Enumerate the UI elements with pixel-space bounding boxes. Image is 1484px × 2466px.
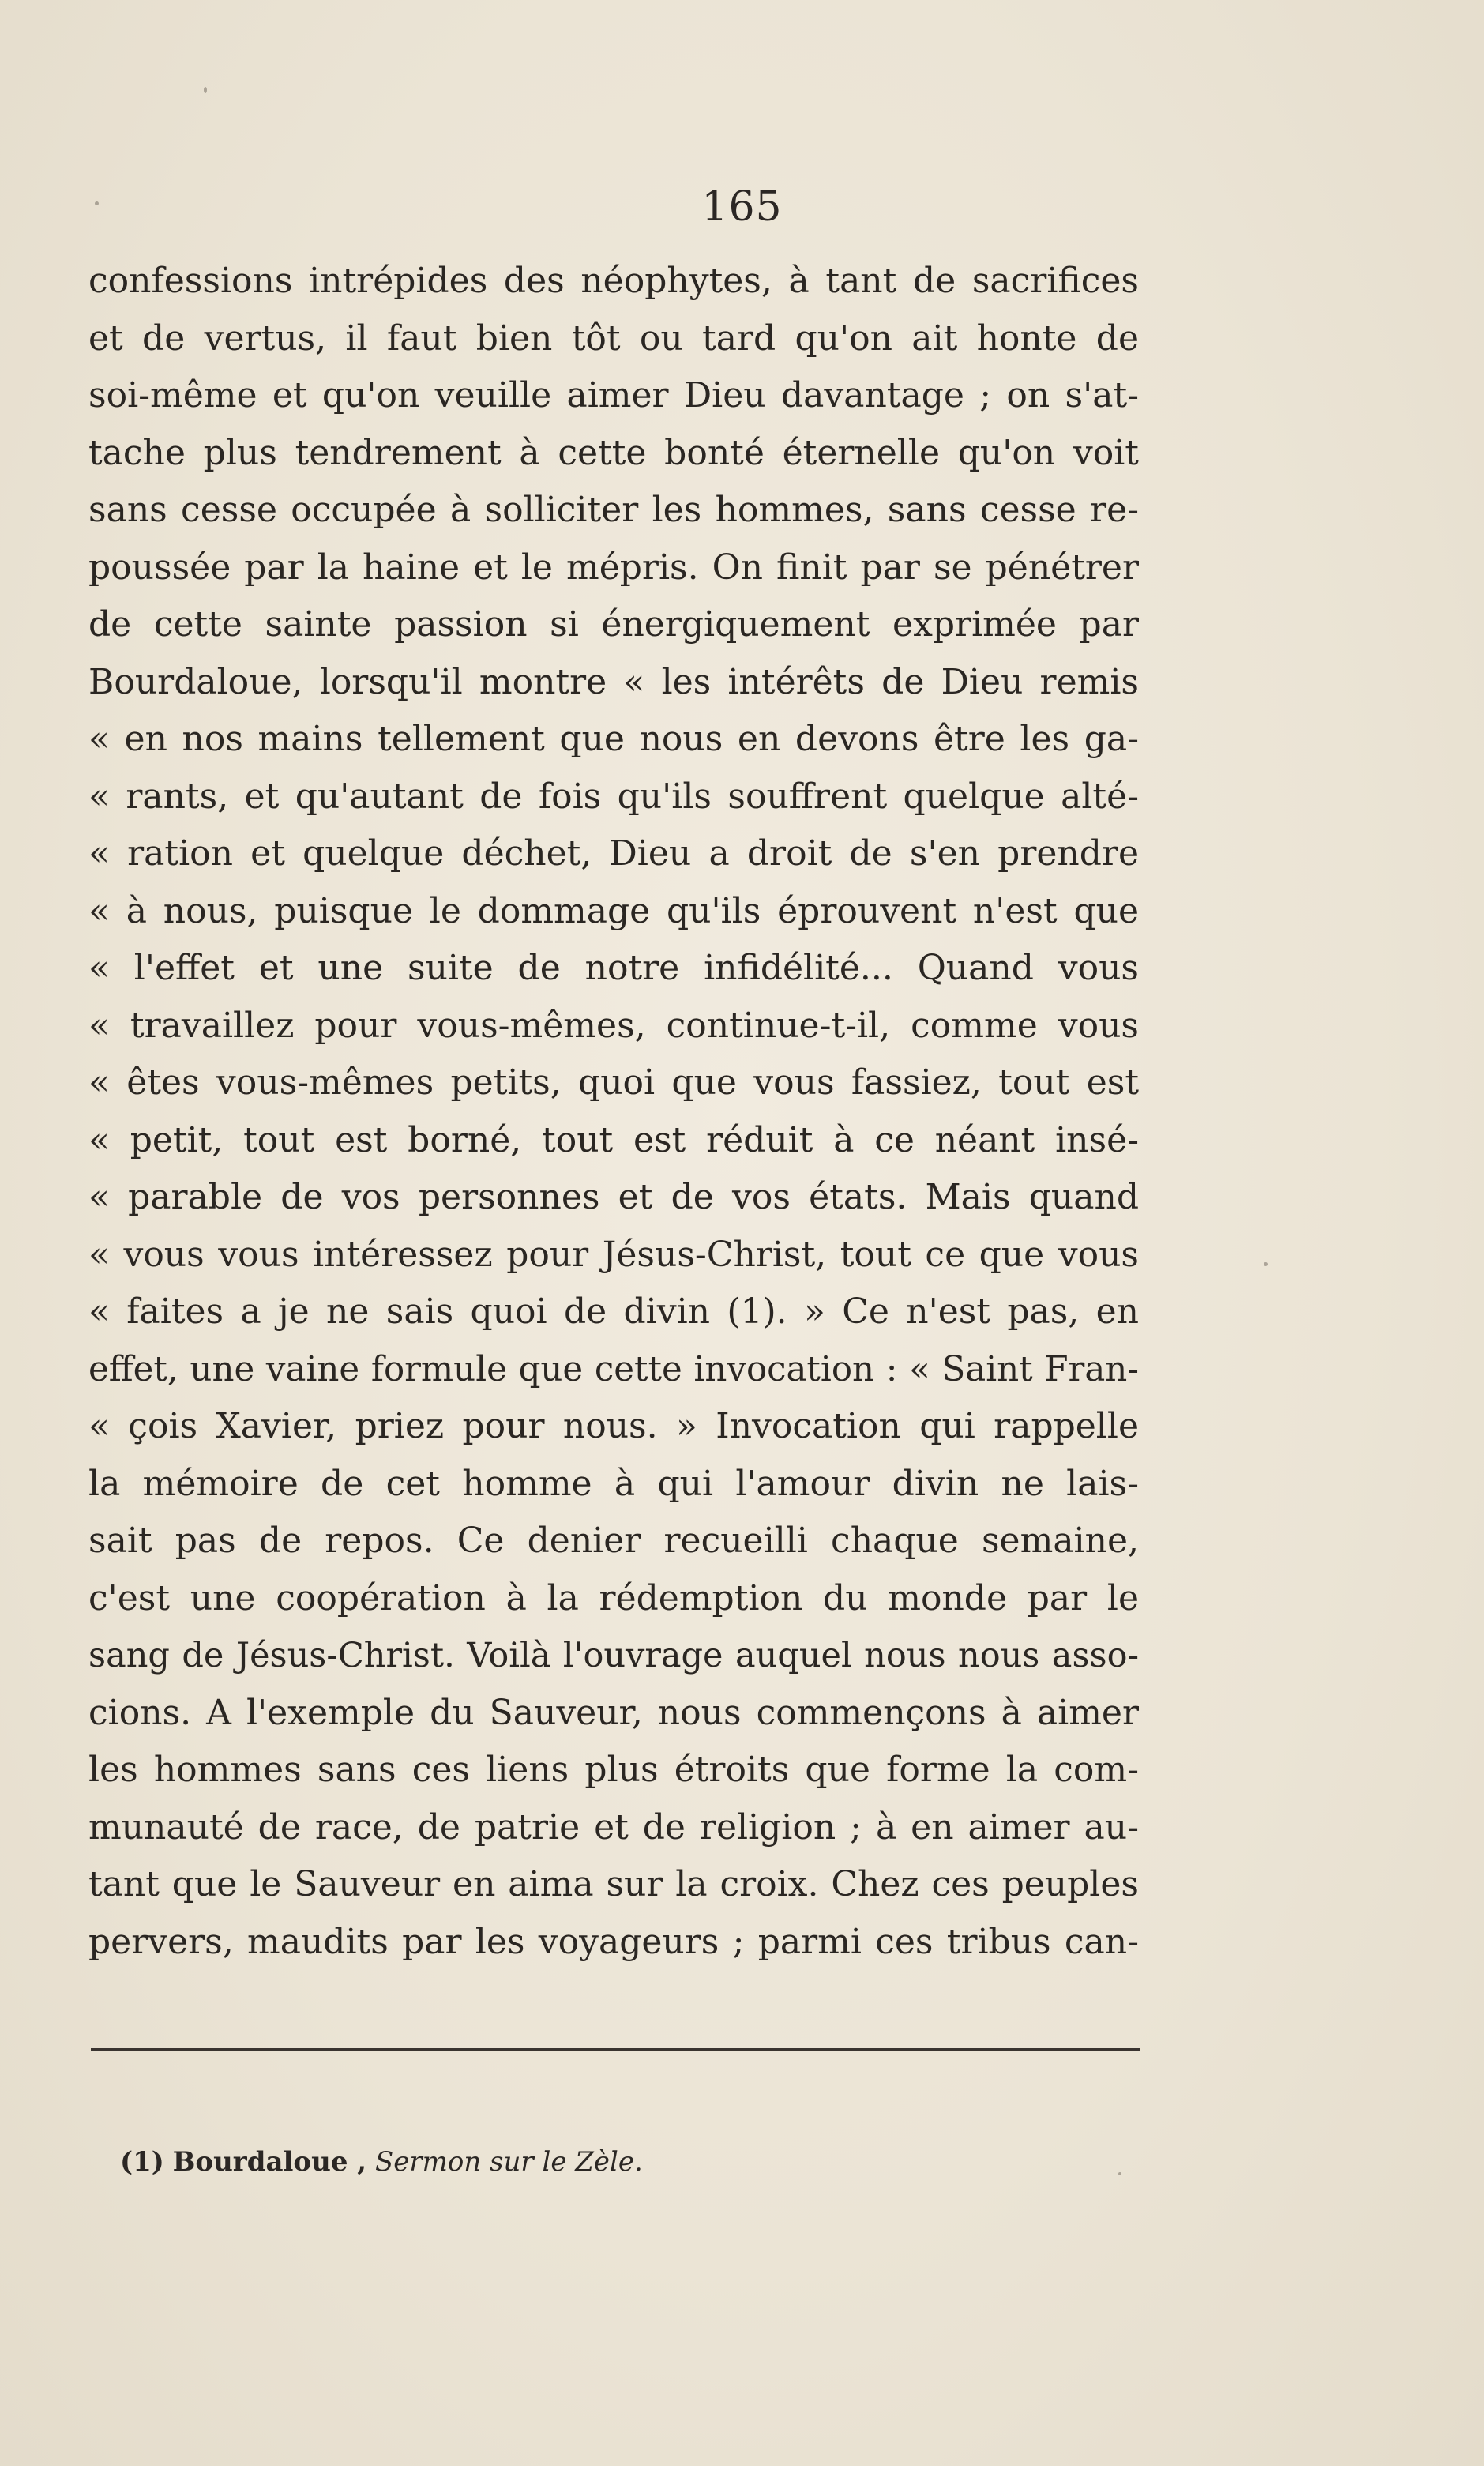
footnote-title: Sermon sur le Zèle. (374, 2146, 643, 2178)
text-line: « çois Xavier, priez pour nous. » Invocation qui rappelle (88, 1406, 1139, 1446)
text-line: la mémoire de cet homme à qui l'amour divin ne lais- (88, 1463, 1139, 1504)
paper-speck (204, 87, 207, 93)
text-line: « parable de vos personnes et de vos états. Mais quand (88, 1177, 1139, 1217)
footnote-mark: (1) (120, 2146, 164, 2178)
text-line: « vous vous intéressez pour Jésus-Christ, tout ce que vous (88, 1234, 1139, 1275)
text-line: « êtes vous-mêmes petits, quoi que vous fassiez, tout est (88, 1062, 1139, 1103)
text-line: « faites a je ne sais quoi de divin (1). » Ce n'est pas, en (88, 1291, 1139, 1332)
text-line: soi-même et qu'on veuille aimer Dieu davantage ; on s'at- (88, 375, 1139, 415)
text-line: « en nos mains tellement que nous en devons être les ga- (88, 719, 1139, 759)
text-line: « rants, et qu'autant de fois qu'ils souffrent quelque alté- (88, 776, 1139, 817)
text-line: « ration et quelque déchet, Dieu a droit de s'en prendre (88, 833, 1139, 874)
footnote (120, 2146, 643, 2178)
text-line: sang de Jésus-Christ. Voilà l'ouvrage auquel nous nous asso- (88, 1636, 1139, 1675)
text-line: pervers, maudits par les voyageurs ; parmi ces tribus can- (88, 1921, 1139, 1962)
text-line: cions. A l'exemple du Sauveur, nous commençons à aimer (88, 1692, 1139, 1733)
footnote-author: Bourdaloue , (172, 2146, 367, 2178)
text-line: « petit, tout est borné, tout est réduit à ce néant insé- (88, 1119, 1139, 1160)
text-line: tache plus tendrement à cette bonté éternelle qu'on voit (88, 432, 1139, 473)
text-line: « l'effet et une suite de notre infidélité... Quand vous (88, 948, 1139, 988)
text-line: effet, une vaine formule que cette invocation : « Saint Fran- (88, 1349, 1139, 1389)
text-line: tant que le Sauveur en aima sur la croix. Chez ces peuples (88, 1864, 1139, 1904)
text-line: Bourdaloue, lorsqu'il montre « les intérêts de Dieu remis (88, 661, 1139, 702)
page-number: 165 (701, 183, 783, 231)
text-line: sait pas de repos. Ce denier recueilli chaque semaine, (88, 1521, 1139, 1561)
paper-speck (95, 201, 99, 205)
text-line: confessions intrépides des néophytes, à tant de sacrifices (88, 261, 1139, 301)
text-line: les hommes sans ces liens plus étroits que forme la com- (88, 1750, 1139, 1790)
body-text (88, 253, 1139, 1971)
text-line: de cette sainte passion si énergiquement exprimée par (88, 604, 1139, 645)
footnote-divider (91, 2048, 1140, 2051)
text-line: poussée par la haine et le mépris. On finit par se pénétrer (88, 547, 1139, 588)
text-line: sans cesse occupée à solliciter les hommes, sans cesse re- (88, 490, 1139, 530)
text-line: c'est une coopération à la rédemption du monde par le (88, 1577, 1139, 1618)
text-line: munauté de race, de patrie et de religion ; à en aimer au- (88, 1806, 1139, 1848)
paper-speck (1118, 2172, 1121, 2175)
text-line: « travaillez pour vous-mêmes, continue-t-il, comme vous (88, 1005, 1139, 1046)
paper-speck (1264, 1262, 1268, 1266)
text-line: « à nous, puisque le dommage qu'ils éprouvent n'est que (88, 890, 1139, 931)
text-line: et de vertus, il faut bien tôt ou tard qu'on ait honte de (88, 318, 1139, 359)
